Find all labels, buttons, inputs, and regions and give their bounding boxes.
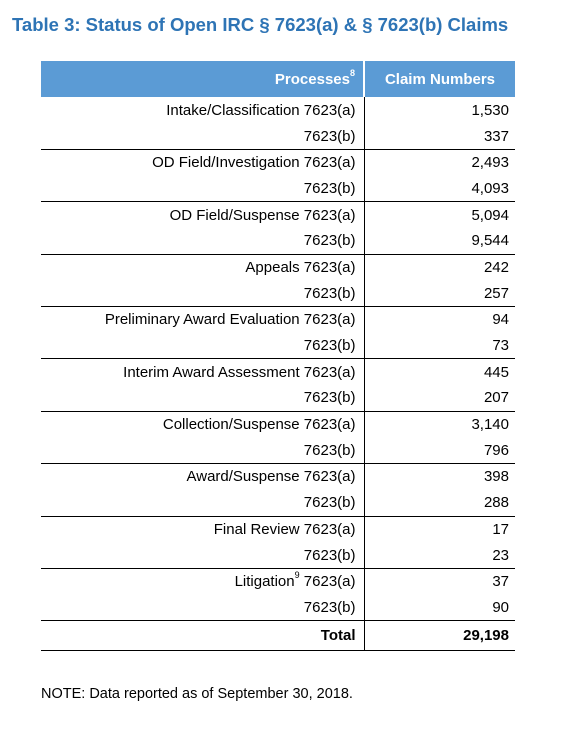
table-row: [41, 307, 515, 333]
claim-numbers-column-header: Claim Numbers: [364, 61, 515, 97]
table-row: [41, 202, 515, 228]
table-row: [41, 568, 515, 594]
process-cell: 7623(b): [41, 176, 364, 202]
process-cell: Intake/Classification 7623(a): [41, 97, 364, 123]
claim-count-cell: 73: [364, 333, 515, 359]
table-row: [41, 516, 515, 542]
table-row: [41, 595, 515, 621]
table-row: [41, 228, 515, 254]
total-row: [41, 621, 515, 651]
footnote-ref: 8: [349, 67, 355, 78]
process-cell: 7623(b): [41, 123, 364, 149]
table-title: Table 3: Status of Open IRC § 7623(a) & § 7623(b) Claims: [12, 14, 509, 35]
claim-count-cell: 9,544: [364, 228, 515, 254]
process-cell: 7623(b): [41, 280, 364, 306]
process-cell: Appeals 7623(a): [41, 254, 364, 280]
claim-count-cell: 23: [364, 542, 515, 568]
claim-count-cell: 37: [492, 573, 509, 591]
process-cell: 7623(b): [41, 542, 364, 568]
claim-count-cell: 3,140: [471, 416, 509, 434]
process-cell: Award/Suspense 7623(a): [41, 464, 364, 490]
table-row: [41, 542, 515, 568]
table-row: [41, 254, 515, 280]
claim-count-cell: 242: [483, 258, 509, 276]
process-cell: 7623(b): [41, 228, 364, 254]
table-row: [41, 123, 515, 149]
processes-header-label: Processes: [274, 70, 350, 88]
table-row: [41, 385, 515, 411]
claim-count-cell: 445: [483, 363, 509, 381]
claim-count-cell: 796: [364, 437, 515, 463]
process-cell: Final Review 7623(a): [41, 516, 364, 542]
footnote-note: NOTE: Data reported as of September 30, 2018.: [41, 686, 353, 702]
claim-count-cell: 5,094: [471, 206, 509, 224]
process-cell: Interim Award Assessment 7623(a): [41, 359, 364, 385]
processes-column-header: [41, 61, 364, 97]
table-row: [41, 333, 515, 359]
table-row: [41, 176, 515, 202]
process-cell: Preliminary Award Evaluation 7623(a): [41, 307, 364, 333]
claims-status-table: [41, 61, 515, 651]
process-cell: [41, 568, 364, 594]
footnote-ref: 9: [294, 570, 300, 581]
total-label: Total: [41, 621, 364, 651]
process-cell: 7623(b): [41, 490, 364, 516]
process-label: Litigation: [234, 573, 295, 591]
table-row: [41, 97, 515, 123]
claim-count-cell: 398: [483, 468, 509, 486]
claim-count-cell: 2,493: [471, 154, 509, 172]
process-cell: OD Field/Investigation 7623(a): [41, 149, 364, 175]
claim-count-cell: 4,093: [364, 176, 515, 202]
table-row: [41, 437, 515, 463]
claim-count-cell: 17: [492, 520, 509, 538]
table-row: [41, 149, 515, 175]
claim-count-cell: 257: [364, 280, 515, 306]
table-row: [41, 411, 515, 437]
claim-count-cell: 90: [364, 595, 515, 621]
process-cell: 7623(b): [41, 595, 364, 621]
claim-count-cell: 288: [364, 490, 515, 516]
total-value: 29,198: [364, 621, 515, 651]
process-cell: 7623(b): [41, 385, 364, 411]
process-label-suffix: 7623(a): [299, 573, 356, 591]
table-row: [41, 464, 515, 490]
claim-count-cell: 207: [364, 385, 515, 411]
process-cell: OD Field/Suspense 7623(a): [41, 202, 364, 228]
process-cell: Collection/Suspense 7623(a): [41, 411, 364, 437]
table-row: [41, 280, 515, 306]
table-row: [41, 490, 515, 516]
table-row: [41, 359, 515, 385]
table-header-row: [41, 61, 515, 97]
claim-count-cell: 1,530: [471, 101, 509, 119]
claim-count-cell: 94: [492, 311, 509, 329]
claim-count-cell: 337: [364, 123, 515, 149]
process-cell: 7623(b): [41, 437, 364, 463]
process-cell: 7623(b): [41, 333, 364, 359]
